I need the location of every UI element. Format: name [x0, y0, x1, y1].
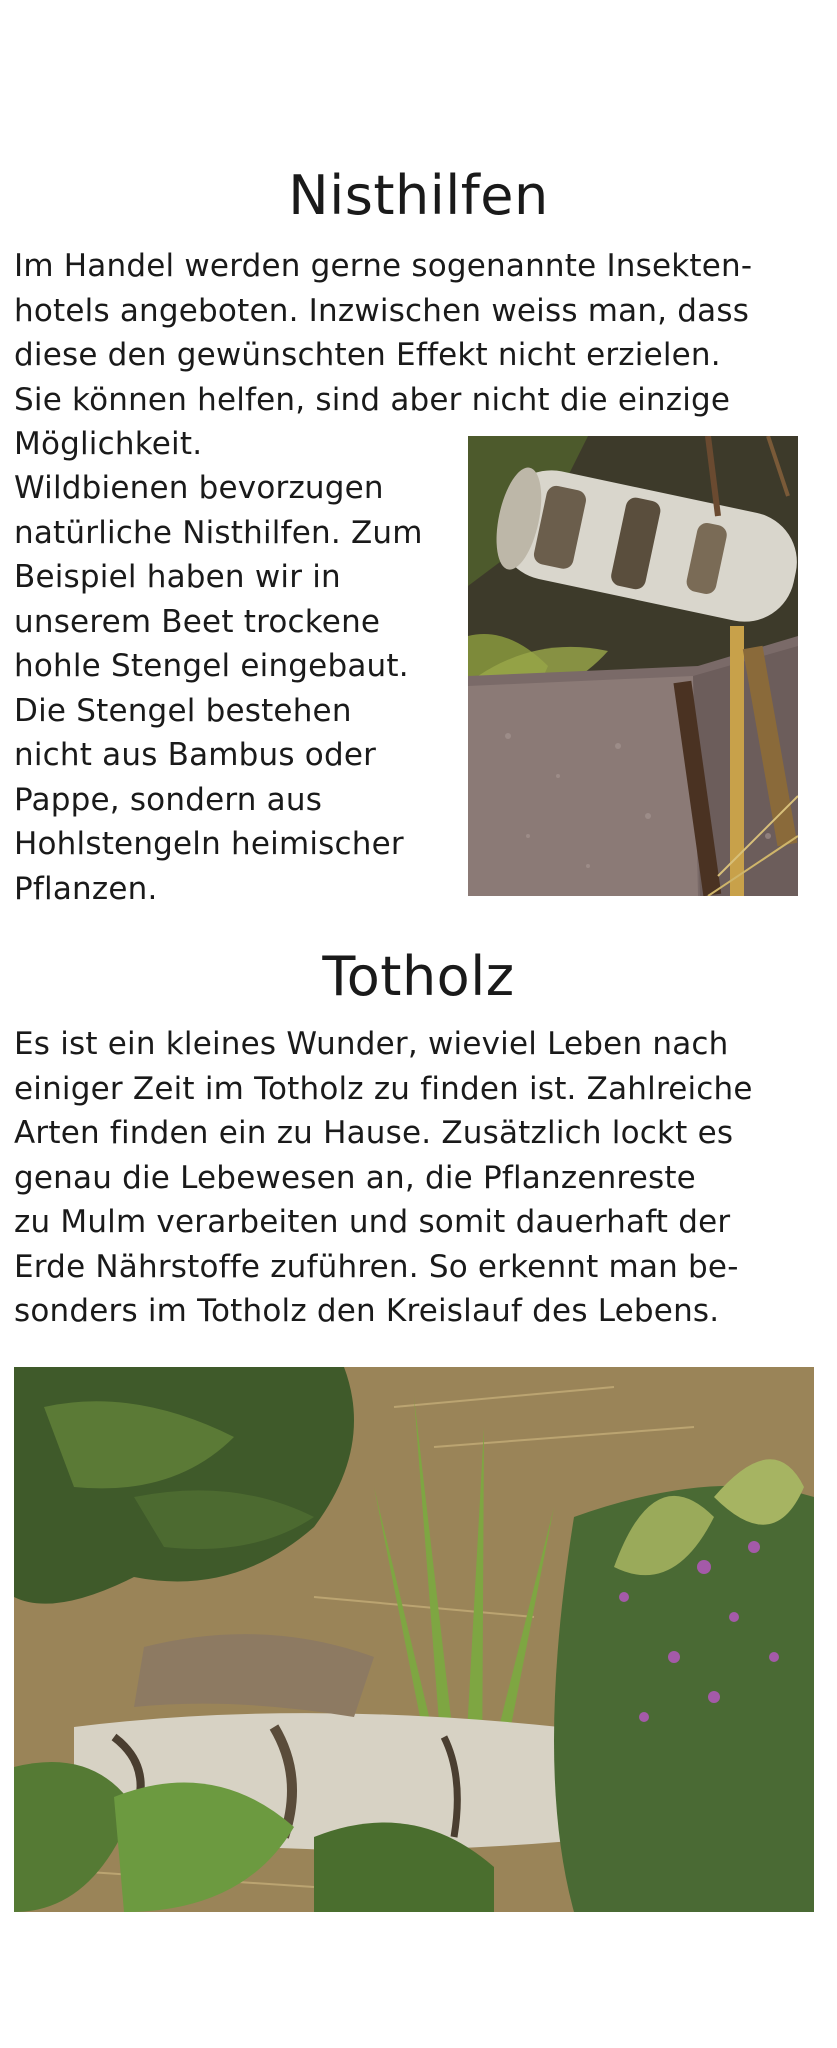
paragraph-nisthilfen-intro: Im Handel werden gerne sogenannte Insekten- hotels angeboten. Inzwischen weiss man, dass diese den gewünschten Effekt nicht erzielen. Sie können helfen, sind aber nicht die einzige Möglichkeit.	[14, 248, 753, 462]
photo-nesting-aid	[468, 436, 798, 896]
photo-deadwood-bed-drawing	[14, 1367, 814, 1912]
paragraph-totholz: Es ist ein kleines Wunder, wieviel Leben nach einiger Zeit im Totholz zu finden ist. Zahlreiche Arten finden ein zu Hause. Zusätzlich lockt es genau die Lebewesen an, die Pflanzenreste zu Mulm verarbeiten und somit dauerhaft der Erde Nährstoffe zuführen. So erkennt man be- sonders im Totholz den Kreislauf des Lebens.	[14, 1026, 753, 1329]
paragraph-nisthilfen-side: Wildbienen bevorzugen natürliche Nisthilfen. Zum Beispiel haben wir in unserem Beet trockene hohle Stengel eingebaut. Die Stengel bestehen nicht aus Bambus oder Pappe, sondern aus Hohlstengeln heimischer Pflanzen.	[14, 470, 423, 907]
photo-deadwood-bed	[14, 1367, 814, 1912]
heading-nisthilfen: Nisthilfen	[288, 164, 549, 227]
photo-nesting-aid-drawing	[468, 436, 798, 896]
heading-totholz: Totholz	[322, 945, 515, 1008]
